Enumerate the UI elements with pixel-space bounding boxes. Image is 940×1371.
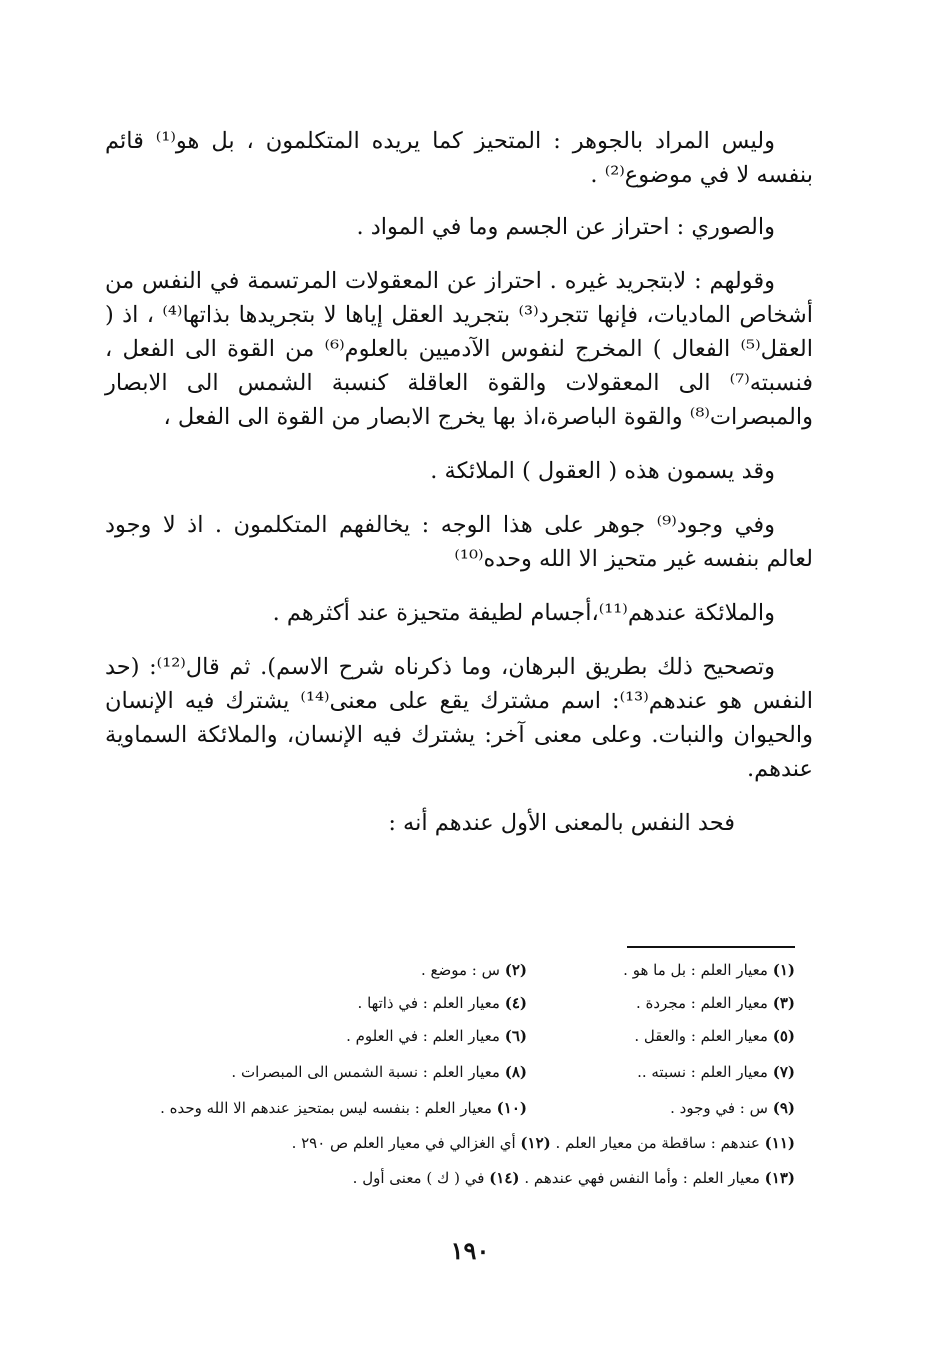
paragraph-hadd: فحد النفس بالمعنى الأول عندهم أنه : [388, 810, 735, 836]
main-text [105, 124, 813, 860]
footnote-divider [627, 946, 795, 948]
page-number: ١٩٠ [450, 1236, 490, 1265]
paragraph-malaika: وقد يسمون هذه ( العقول ) الملائكة . [430, 458, 775, 484]
footnote-9: (٩) س : في وجود . [670, 1099, 795, 1117]
footnote-6: (٦) معيار العلم : في العلوم . [346, 1027, 527, 1045]
paragraph-suri: والصوري : احتراز عن الجسم وما في المواد . [356, 214, 775, 240]
footnote-4: (٤) معيار العلم : في ذاتها . [357, 994, 527, 1012]
footnote-5: (٥) معيار العلم : والعقل . [634, 1027, 795, 1045]
footnote-1: (١) معيار العلم : بل ما هو . [623, 961, 795, 979]
footnote-3: (٣) معيار العلم : مجردة . [635, 994, 795, 1012]
footnote-11-12: (١١) عندهم : ساقطة من معيار العلم . (١٢) أي الغزالي في معيار العلم ص ٢٩٠ . [291, 1134, 795, 1152]
paragraph-jawhar: وليس المراد بالجوهر : المتحيز كما يريده المتكلمون ، بل هو⁽¹⁾ قائم بنفسه لا في موضوع⁽²⁾ . [105, 128, 813, 188]
footnote-10: (١٠) معيار العلم : بنفسه ليس بمتحيز عندهم الا الله وحده . [160, 1099, 527, 1117]
footnote-8: (٨) معيار العلم : نسبة الشمس الى المبصرات . [231, 1063, 527, 1081]
paragraph-nafs: وتصحيح ذلك بطريق البرهان، وما ذكرناه شرح الاسم). ثم قال⁽¹²⁾: (حد النفس هو عندهم⁽¹³⁾: اسم مشترك يقع على معنى⁽¹⁴⁾ يشترك فيه الإنسان والحيوان والنبات. وعلى معنى آخر: يشترك فيه الإنسان، والملائكة السماوية عندهم. [105, 654, 813, 782]
footnote-7: (٧) معيار العلم : نسبته .. [637, 1063, 795, 1081]
paragraph-wujud: وفي وجود⁽⁹⁾ جوهر على هذا الوجه : يخالفهم المتكلمون . اذ لا وجود لعالم بنفسه غير متحيز الا الله وحده⁽¹⁰⁾ [105, 512, 813, 572]
footnote-13-14: (١٣) معيار العلم : وأما النفس فهي عندهم . (١٤) في ( ك ) معنى أول . [352, 1169, 795, 1187]
footnote-2: (٢) س : موضع . [420, 961, 527, 979]
paragraph-tajrid: وقولهم : لابتجريد غيره . احتراز عن المعقولات المرتسمة في النفس من أشخاص الماديات، فإنها تتجرد⁽³⁾ بتجريد العقل إياها لا بتجريدها بذاتها⁽⁴⁾ ، اذ ( العقل⁽⁵⁾ الفعال ) المخرج لنفوس الآدميين بالعلوم⁽⁶⁾ من القوة الى الفعل ، فنسبته⁽⁷⁾ الى المعقولات والقوة العاقلة كنسبة الشمس الى الابصار والمبصرات⁽⁸⁾ والقوة الباصرة،اذ بها يخرج الابصار من القوة الى الفعل ، [105, 268, 813, 430]
paragraph-ajsam: والملائكة عندهم⁽¹¹⁾،أجسام لطيفة متحيزة عند أكثرهم . [272, 600, 775, 626]
